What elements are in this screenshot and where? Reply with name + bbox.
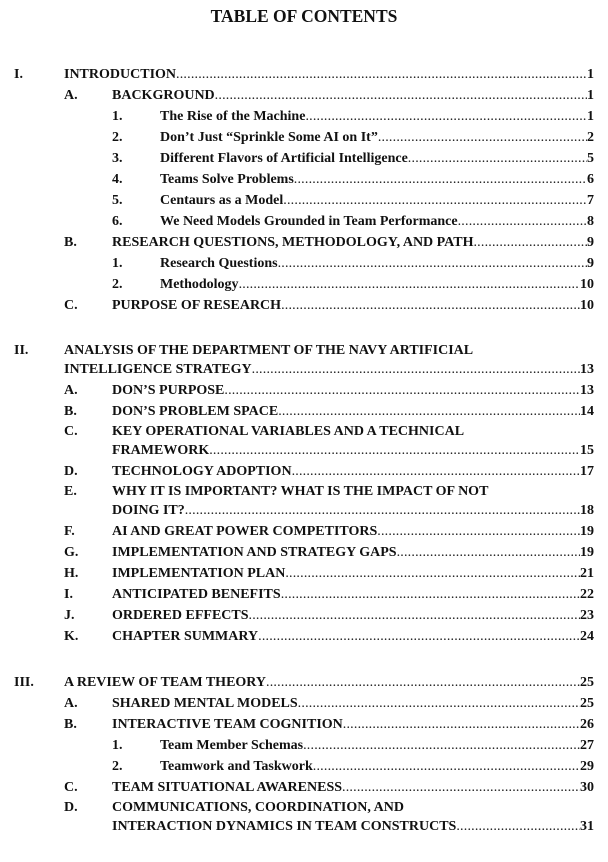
dot-leader — [215, 85, 587, 106]
toc-entry-line — [0, 461, 608, 482]
dot-leader — [249, 605, 580, 626]
toc-page-number[interactable]: 22 — [580, 587, 594, 602]
dot-leader — [397, 542, 580, 563]
toc-entry-title[interactable]: ANALYSIS OF THE DEPARTMENT OF THE NAVY ARTIFICIAL — [64, 343, 474, 358]
toc-entry-body — [64, 672, 594, 693]
toc-entry-number: I. — [64, 587, 73, 602]
toc-entry-line — [0, 501, 608, 521]
toc-entry-number: A. — [64, 696, 78, 711]
toc-entry-body — [160, 211, 594, 232]
toc-entry-body — [112, 817, 594, 837]
toc-entry[interactable] — [0, 232, 608, 253]
toc-entry[interactable] — [0, 735, 608, 756]
toc-entry-line — [0, 127, 608, 148]
toc-entry[interactable] — [0, 605, 608, 626]
toc-entry-number: I. — [14, 67, 23, 82]
dot-leader — [343, 714, 580, 735]
dot-leader — [258, 626, 580, 647]
dot-leader — [281, 295, 580, 316]
toc-entry-body — [112, 501, 594, 521]
toc-entry-body — [112, 777, 594, 798]
toc-entry-number: 6. — [112, 214, 123, 229]
toc-entry[interactable] — [0, 756, 608, 777]
toc-entry[interactable] — [0, 563, 608, 584]
toc-page-number[interactable]: 13 — [580, 383, 594, 398]
toc-entry-line — [0, 295, 608, 316]
toc-entry-title[interactable]: KEY OPERATIONAL VARIABLES AND A TECHNICAL — [112, 424, 465, 439]
toc-page-number[interactable]: 6 — [587, 172, 594, 187]
toc-chapter-section — [0, 64, 608, 316]
toc-entry-body — [112, 232, 594, 253]
toc-entry-line — [0, 777, 608, 798]
toc-entry-line — [0, 542, 608, 563]
toc-page-number[interactable]: 8 — [587, 214, 594, 229]
toc-page-number[interactable]: 1 — [587, 67, 594, 82]
toc-entry[interactable] — [0, 584, 608, 605]
dot-leader — [266, 672, 580, 693]
toc-entry-title[interactable]: ANTICIPATED BENEFITS — [112, 587, 281, 602]
toc-entry-body — [112, 295, 594, 316]
toc-entry-title[interactable]: TECHNOLOGY ADOPTION — [112, 464, 292, 479]
toc-entry-number: 1. — [112, 256, 123, 271]
dot-leader — [303, 735, 580, 756]
toc-entry-line — [0, 274, 608, 295]
dot-leader — [473, 232, 587, 253]
toc-entry-number: B. — [64, 404, 77, 419]
dot-leader — [176, 64, 587, 85]
toc-entry-body — [112, 85, 594, 106]
dot-leader — [342, 777, 580, 798]
toc-entry-title[interactable]: INTRODUCTION — [64, 67, 177, 82]
toc-entry-number: G. — [64, 545, 79, 560]
toc-entry[interactable] — [0, 626, 608, 647]
toc-page-number[interactable]: 19 — [580, 524, 594, 539]
toc-entry-line — [0, 626, 608, 647]
dot-leader — [224, 380, 580, 401]
toc-entry-title[interactable]: FRAMEWORK — [112, 443, 210, 458]
toc-entry-line — [0, 422, 608, 441]
toc-entry-number: B. — [64, 235, 77, 250]
toc-entry-body — [112, 798, 594, 817]
toc-entry[interactable] — [0, 211, 608, 232]
dot-leader — [298, 693, 580, 714]
toc-entry-number: C. — [64, 780, 78, 795]
toc-page-number[interactable]: 29 — [580, 759, 594, 774]
toc-entry[interactable] — [0, 341, 608, 380]
toc-entry-line — [0, 106, 608, 127]
toc-entry-number: 4. — [112, 172, 123, 187]
toc-entry-number: D. — [64, 464, 78, 479]
toc-entry-line — [0, 360, 608, 380]
toc-entry-body — [112, 461, 594, 482]
toc-page-number[interactable]: 10 — [580, 277, 594, 292]
dot-leader — [378, 127, 587, 148]
toc-page-number[interactable]: 30 — [580, 780, 594, 795]
toc-entry-title[interactable]: Team Member Schemas — [160, 738, 304, 753]
toc-chapter-section — [0, 672, 608, 837]
toc-page-number[interactable]: 2 — [587, 130, 594, 145]
toc-entry[interactable] — [0, 148, 608, 169]
toc-entry-body — [112, 626, 594, 647]
toc-entry-body — [112, 401, 594, 422]
toc-entry-number: C. — [64, 424, 78, 439]
toc-entry-line — [0, 735, 608, 756]
toc-page-number[interactable]: 21 — [580, 566, 594, 581]
page-title: TABLE OF CONTENTS — [210, 6, 398, 26]
toc-entry[interactable] — [0, 482, 608, 521]
dot-leader — [305, 106, 587, 127]
toc-entry-number: 2. — [112, 277, 123, 292]
toc-entry-line — [0, 521, 608, 542]
toc-entry-body — [64, 360, 594, 380]
toc-entry-title[interactable]: Teams Solve Problems — [160, 172, 294, 187]
toc-page-number[interactable]: 15 — [580, 443, 594, 458]
dot-leader — [285, 563, 580, 584]
dot-leader — [292, 461, 580, 482]
toc-page-number[interactable]: 18 — [580, 503, 594, 518]
toc-entry[interactable] — [0, 461, 608, 482]
dot-leader — [377, 521, 580, 542]
toc-page-number[interactable]: 19 — [580, 545, 594, 560]
toc-entry-title[interactable]: WHY IT IS IMPORTANT? WHAT IS THE IMPACT OF NOT — [112, 484, 489, 499]
toc-chapter-section — [0, 341, 608, 647]
toc-entry-body — [160, 190, 594, 211]
toc-entry-number: 1. — [112, 109, 123, 124]
dot-leader — [278, 401, 580, 422]
toc-page-number[interactable]: 17 — [580, 464, 594, 479]
toc-entry-line — [0, 401, 608, 422]
toc-entry-line — [0, 584, 608, 605]
toc-entry-title[interactable]: INTERACTIVE TEAM COGNITION — [112, 717, 343, 732]
toc-entry-body — [112, 542, 594, 563]
toc-entry-number: 3. — [112, 151, 123, 166]
toc-entry[interactable] — [0, 380, 608, 401]
toc-entry-number: B. — [64, 717, 77, 732]
dot-leader — [209, 441, 580, 461]
toc-entry-body — [112, 422, 594, 441]
dot-leader — [239, 274, 580, 295]
toc-entry-number: F. — [64, 524, 75, 539]
toc-entry-body — [112, 584, 594, 605]
toc-entry-number: 5. — [112, 193, 123, 208]
toc-entry-line — [0, 211, 608, 232]
toc-entry[interactable] — [0, 64, 608, 85]
toc-entry-title[interactable]: Different Flavors of Artificial Intelligence — [160, 151, 408, 166]
toc-entry[interactable] — [0, 127, 608, 148]
toc-entry[interactable] — [0, 169, 608, 190]
toc-entry-title[interactable]: INTERACTION DYNAMICS IN TEAM CONSTRUCTS — [112, 819, 457, 834]
toc-entry-line — [0, 190, 608, 211]
toc-entry-line — [0, 605, 608, 626]
toc-entry-number: D. — [64, 800, 78, 815]
toc-entry-title[interactable]: Centaurs as a Model — [160, 193, 284, 208]
toc-entry-number: C. — [64, 298, 78, 313]
toc-entry[interactable] — [0, 777, 608, 798]
toc-entry-title[interactable]: IMPLEMENTATION PLAN — [112, 566, 286, 581]
toc-entry-number: 2. — [112, 759, 123, 774]
toc-page-number[interactable]: 10 — [580, 298, 594, 313]
toc-entry-line — [0, 253, 608, 274]
toc-entry-body — [112, 605, 594, 626]
toc-page-number[interactable]: 7 — [587, 193, 594, 208]
toc-entry[interactable] — [0, 714, 608, 735]
toc-entry-title[interactable]: Don’t Just “Sprinkle Some AI on It” — [160, 130, 378, 145]
toc-entry-number: III. — [14, 675, 34, 690]
toc-entry-line — [0, 693, 608, 714]
toc-page-number[interactable]: 5 — [587, 151, 594, 166]
toc-entry[interactable] — [0, 295, 608, 316]
toc-entry[interactable] — [0, 274, 608, 295]
toc-entry-title[interactable]: CHAPTER SUMMARY — [112, 629, 259, 644]
dot-leader — [294, 169, 587, 190]
toc-entry[interactable] — [0, 798, 608, 837]
toc-entry-title[interactable]: COMMUNICATIONS, COORDINATION, AND — [112, 800, 404, 815]
toc-page-number[interactable]: 26 — [580, 717, 594, 732]
toc-entry-line — [0, 714, 608, 735]
toc-entry-title[interactable]: A REVIEW OF TEAM THEORY — [64, 675, 267, 690]
toc-entry-body — [160, 735, 594, 756]
toc-entry-title[interactable]: Research Questions — [160, 256, 278, 271]
toc-entry-line — [0, 798, 608, 817]
toc-entry[interactable] — [0, 422, 608, 461]
toc-entry-body — [160, 148, 594, 169]
toc-entry-title[interactable]: SHARED MENTAL MODELS — [112, 696, 298, 711]
toc-entry-title[interactable]: INTELLIGENCE STRATEGY — [64, 362, 252, 377]
toc-entry-body — [160, 169, 594, 190]
dot-leader — [281, 584, 580, 605]
dot-leader — [283, 190, 587, 211]
toc-entry-body — [160, 106, 594, 127]
toc-entry-title[interactable]: DON’S PURPOSE — [112, 383, 225, 398]
toc-entry[interactable] — [0, 401, 608, 422]
toc-entry-title[interactable]: ORDERED EFFECTS — [112, 608, 249, 623]
toc-entry-number: 1. — [112, 738, 123, 753]
toc-entry-title[interactable]: We Need Models Grounded in Team Performance — [160, 214, 458, 229]
toc-entry[interactable] — [0, 542, 608, 563]
toc-entry[interactable] — [0, 190, 608, 211]
toc-entry-number: K. — [64, 629, 79, 644]
dot-leader — [252, 360, 580, 380]
toc-entry-title[interactable]: Teamwork and Taskwork — [160, 759, 313, 774]
dot-leader — [456, 817, 580, 837]
table-of-contents — [0, 64, 608, 862]
toc-entry-number: A. — [64, 88, 78, 103]
toc-entry[interactable] — [0, 672, 608, 693]
toc-entry-body — [160, 274, 594, 295]
toc-entry-title[interactable]: The Rise of the Machine — [160, 109, 306, 124]
toc-entry-body — [160, 253, 594, 274]
toc-entry-number: J. — [64, 608, 75, 623]
toc-entry-title[interactable]: RESEARCH QUESTIONS, METHODOLOGY, AND PATH — [112, 235, 474, 250]
toc-entry-line — [0, 341, 608, 360]
dot-leader — [313, 756, 580, 777]
toc-page-number[interactable]: 1 — [587, 109, 594, 124]
toc-entry-title[interactable]: IMPLEMENTATION AND STRATEGY GAPS — [112, 545, 397, 560]
dot-leader — [408, 148, 587, 169]
toc-entry-line — [0, 232, 608, 253]
toc-entry[interactable] — [0, 253, 608, 274]
toc-entry-body — [112, 521, 594, 542]
toc-entry-body — [64, 64, 594, 85]
toc-page-number[interactable]: 23 — [580, 608, 594, 623]
toc-entry-title[interactable]: Methodology — [160, 277, 239, 292]
toc-entry-line — [0, 817, 608, 837]
toc-entry-number: A. — [64, 383, 78, 398]
toc-page-number[interactable]: 9 — [587, 256, 594, 271]
toc-page-number[interactable]: 25 — [580, 675, 594, 690]
toc-entry-line — [0, 148, 608, 169]
toc-entry[interactable] — [0, 85, 608, 106]
toc-entry-line — [0, 756, 608, 777]
toc-entry-body — [112, 441, 594, 461]
toc-entry[interactable] — [0, 693, 608, 714]
toc-page-number[interactable]: 24 — [580, 629, 594, 644]
toc-entry-body — [112, 693, 594, 714]
dot-leader — [278, 253, 587, 274]
toc-entry-title[interactable]: AI AND GREAT POWER COMPETITORS — [112, 524, 378, 539]
toc-entry-body — [112, 482, 594, 501]
toc-entry-number: H. — [64, 566, 79, 581]
toc-entry-line — [0, 563, 608, 584]
toc-entry-title[interactable]: DON’S PROBLEM SPACE — [112, 404, 279, 419]
toc-entry-body — [112, 563, 594, 584]
toc-entry-number: E. — [64, 484, 77, 499]
toc-entry-body — [160, 127, 594, 148]
toc-entry[interactable] — [0, 106, 608, 127]
toc-entry-line — [0, 482, 608, 501]
toc-page-number[interactable]: 1 — [587, 88, 594, 103]
toc-entry-title[interactable]: TEAM SITUATIONAL AWARENESS — [112, 780, 343, 795]
toc-page-number[interactable]: 14 — [580, 404, 594, 419]
toc-entry-line — [0, 169, 608, 190]
toc-page-number[interactable]: 31 — [580, 819, 594, 834]
toc-entry-body — [160, 756, 594, 777]
toc-page-number[interactable]: 9 — [587, 235, 594, 250]
dot-leader — [185, 501, 580, 521]
toc-entry-line — [0, 85, 608, 106]
toc-entry-line — [0, 672, 608, 693]
toc-entry-body — [112, 714, 594, 735]
toc-entry-number: 2. — [112, 130, 123, 145]
dot-leader — [458, 211, 587, 232]
toc-entry-title[interactable]: BACKGROUND — [112, 88, 215, 103]
toc-entry-body — [112, 380, 594, 401]
toc-page-number[interactable]: 13 — [580, 362, 594, 377]
toc-entry-title[interactable]: PURPOSE OF RESEARCH — [112, 298, 282, 313]
toc-entry-number: II. — [14, 343, 29, 358]
toc-page-number[interactable]: 25 — [580, 696, 594, 711]
toc-entry-line — [0, 64, 608, 85]
toc-page-number[interactable]: 27 — [580, 738, 594, 753]
toc-entry-body — [64, 341, 594, 360]
toc-entry[interactable] — [0, 521, 608, 542]
toc-entry-line — [0, 380, 608, 401]
toc-entry-title[interactable]: DOING IT? — [112, 503, 185, 518]
toc-entry-line — [0, 441, 608, 461]
